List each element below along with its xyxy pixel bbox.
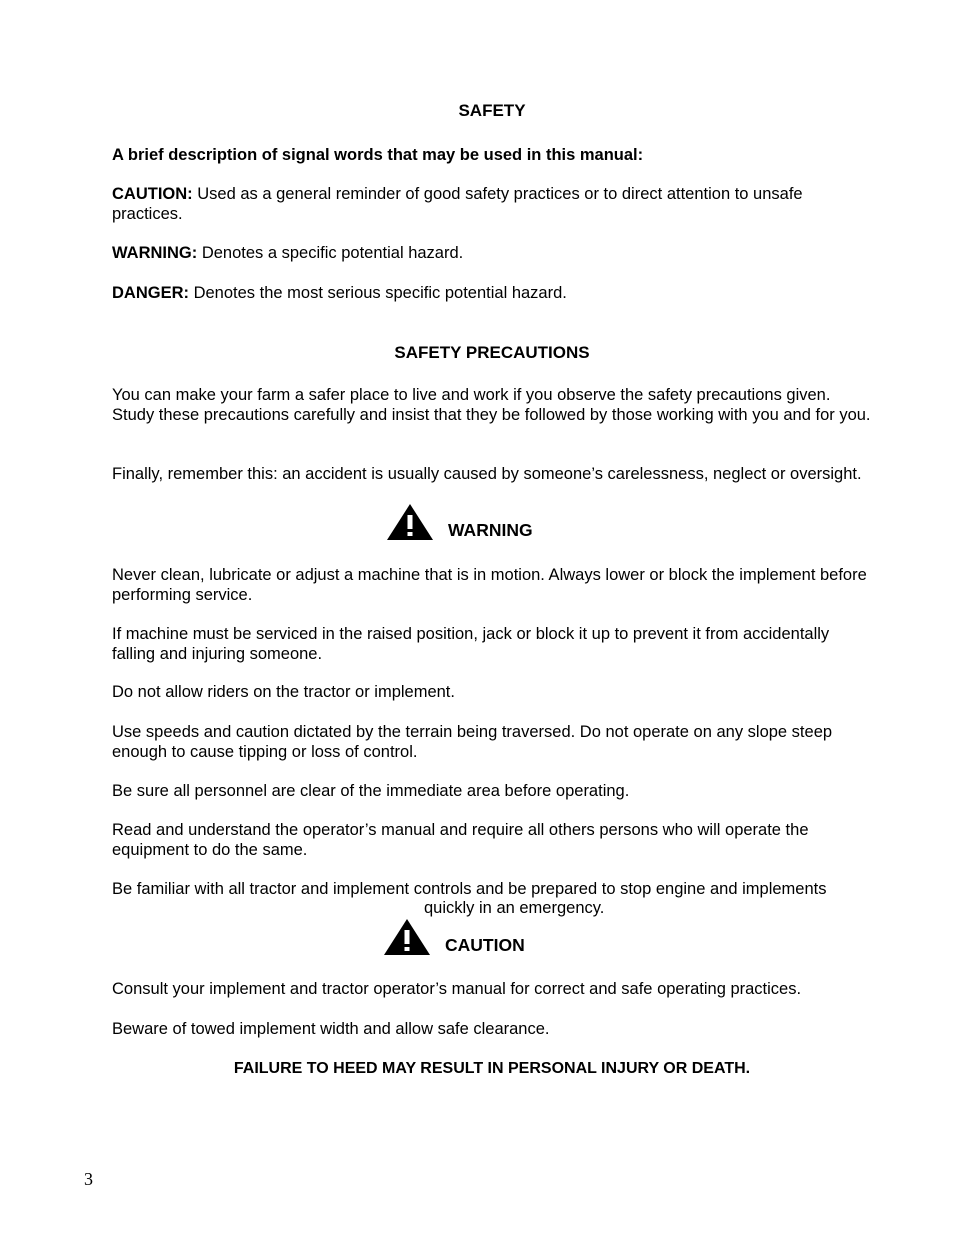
warning-item: Use speeds and caution dictated by the terrain being traversed. Do not operate on any slope steep enough to cause tipping or loss of control. <box>112 723 833 761</box>
caution-item: Beware of towed implement width and allow safe clearance. <box>112 1020 550 1038</box>
precautions-paragraph: Finally, remember this: an accident is usually caused by someone’s carelessness, neglect or oversight. <box>112 465 862 483</box>
danger-term: DANGER: <box>112 284 189 302</box>
warning-signal-label: WARNING <box>448 520 533 540</box>
warning-item: Do not allow riders on the tractor or implement. <box>112 683 455 701</box>
danger-definition <box>112 283 872 303</box>
caution-signal-heading <box>383 918 525 956</box>
signal-words-intro: A brief description of signal words that may be used in this manual: <box>112 146 644 164</box>
page-number: 3 <box>84 1169 93 1189</box>
precautions-paragraph: You can make your farm a safer place to live and work if you observe the safety precautions given. Study these precautions carefully and insist that they be followed by those working with you and for you. <box>112 386 871 424</box>
danger-description: Denotes the most serious specific potential hazard. <box>189 284 567 302</box>
warning-term: WARNING: <box>112 244 198 262</box>
page-title: SAFETY <box>458 101 526 120</box>
caution-definition <box>112 184 872 224</box>
warning-triangle-icon <box>386 503 434 541</box>
warning-item: If machine must be serviced in the raised position, jack or block it up to prevent it from accidentally falling and injuring someone. <box>112 625 830 663</box>
warning-item: Be familiar with all tractor and implement controls and be prepared to stop engine and implements <box>112 880 827 898</box>
caution-triangle-icon <box>383 918 431 956</box>
caution-term: CAUTION: <box>112 185 193 203</box>
warning-description: Denotes a specific potential hazard. <box>197 244 464 262</box>
warning-definition <box>112 243 872 263</box>
warning-item: Never clean, lubricate or adjust a machine that is in motion. Always lower or block the implement before performing service. <box>112 566 867 604</box>
precautions-heading: SAFETY PRECAUTIONS <box>394 343 590 362</box>
warning-item: Read and understand the operator’s manual and require all others persons who will operate the equipment to do the same. <box>112 821 809 859</box>
caution-description: Used as a general reminder of good safety practices or to direct attention to unsafe practices. <box>112 185 803 223</box>
warning-item: Be sure all personnel are clear of the immediate area before operating. <box>112 782 630 800</box>
caution-signal-label: CAUTION <box>445 935 525 955</box>
caution-item: Consult your implement and tractor operator’s manual for correct and safe operating practices. <box>112 980 802 998</box>
warning-item-continuation: quickly in an emergency. <box>424 899 605 917</box>
warning-signal-heading <box>386 503 533 541</box>
failure-notice: FAILURE TO HEED MAY RESULT IN PERSONAL INJURY OR DEATH. <box>233 1060 751 1077</box>
